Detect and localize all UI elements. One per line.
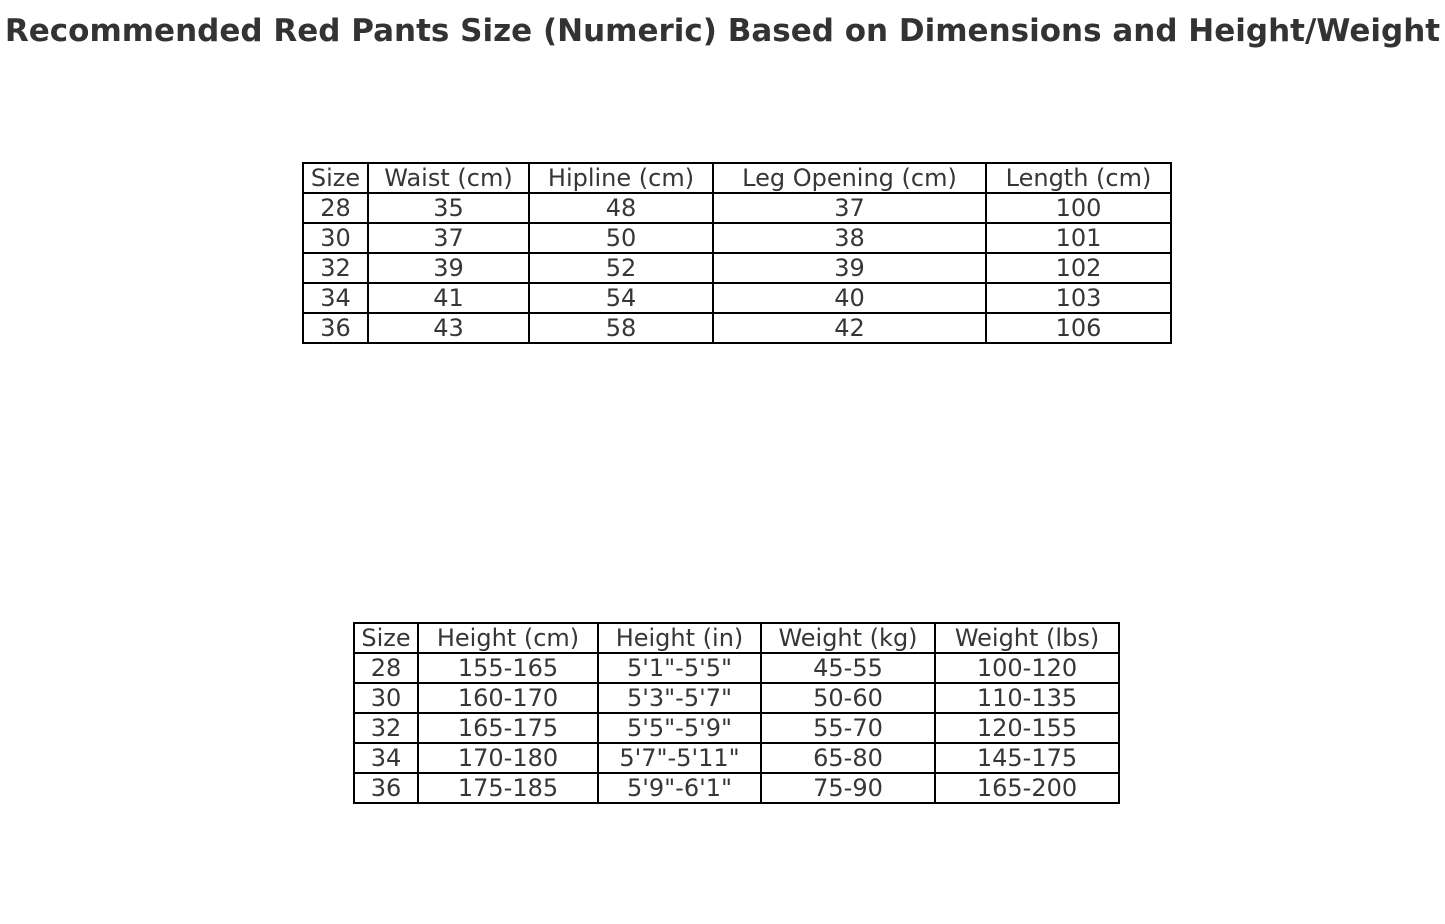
- table-row: [303, 253, 1171, 283]
- table-row: [303, 193, 1171, 223]
- table-cell: 5'3"-5'7": [598, 683, 761, 713]
- table-cell: 52: [529, 253, 713, 283]
- table-cell: 50: [529, 223, 713, 253]
- table-row: [354, 683, 1119, 713]
- page-title: Recommended Red Pants Size (Numeric) Based on Dimensions and Height/Weight: [4, 13, 1441, 49]
- table-cell: 5'5"-5'9": [598, 713, 761, 743]
- table-cell: 58: [529, 313, 713, 343]
- header-row: [303, 163, 1171, 193]
- table-cell: 65-80: [761, 743, 935, 773]
- table-row: [303, 313, 1171, 343]
- table-cell: 39: [368, 253, 529, 283]
- table-cell: 42: [713, 313, 986, 343]
- header-row: [354, 623, 1119, 653]
- table-cell: 103: [986, 283, 1171, 313]
- table-cell: 75-90: [761, 773, 935, 803]
- column-header: Weight (lbs): [935, 623, 1119, 653]
- table-cell: 30: [303, 223, 368, 253]
- dimensions-table: [302, 162, 1172, 344]
- column-header: Leg Opening (cm): [713, 163, 986, 193]
- table-cell: 36: [303, 313, 368, 343]
- table-cell: 45-55: [761, 653, 935, 683]
- table-cell: 120-155: [935, 713, 1119, 743]
- table-cell: 32: [354, 713, 418, 743]
- table-row: [354, 773, 1119, 803]
- table-row: [354, 653, 1119, 683]
- table-cell: 35: [368, 193, 529, 223]
- table-cell: 39: [713, 253, 986, 283]
- table-cell: 101: [986, 223, 1171, 253]
- table-cell: 50-60: [761, 683, 935, 713]
- table-cell: 170-180: [418, 743, 598, 773]
- table-cell: 41: [368, 283, 529, 313]
- table-cell: 30: [354, 683, 418, 713]
- column-header: Size: [354, 623, 418, 653]
- column-header: Weight (kg): [761, 623, 935, 653]
- table-cell: 32: [303, 253, 368, 283]
- table-row: [303, 283, 1171, 313]
- table-cell: 54: [529, 283, 713, 313]
- table-cell: 38: [713, 223, 986, 253]
- height-weight-table: [353, 622, 1120, 804]
- table-cell: 28: [354, 653, 418, 683]
- column-header: Length (cm): [986, 163, 1171, 193]
- table-cell: 48: [529, 193, 713, 223]
- table-row: [303, 223, 1171, 253]
- table-cell: 37: [368, 223, 529, 253]
- table-cell: 110-135: [935, 683, 1119, 713]
- table-cell: 5'7"-5'11": [598, 743, 761, 773]
- table-cell: 145-175: [935, 743, 1119, 773]
- table-cell: 55-70: [761, 713, 935, 743]
- table-cell: 100: [986, 193, 1171, 223]
- table-cell: 160-170: [418, 683, 598, 713]
- table-cell: 40: [713, 283, 986, 313]
- column-header: Hipline (cm): [529, 163, 713, 193]
- table-cell: 100-120: [935, 653, 1119, 683]
- table-cell: 175-185: [418, 773, 598, 803]
- column-header: Height (in): [598, 623, 761, 653]
- table-cell: 5'1"-5'5": [598, 653, 761, 683]
- column-header: Waist (cm): [368, 163, 529, 193]
- table-cell: 5'9"-6'1": [598, 773, 761, 803]
- table-cell: 28: [303, 193, 368, 223]
- table-cell: 155-165: [418, 653, 598, 683]
- table-cell: 34: [303, 283, 368, 313]
- table-cell: 43: [368, 313, 529, 343]
- column-header: Height (cm): [418, 623, 598, 653]
- table-row: [354, 713, 1119, 743]
- table-cell: 34: [354, 743, 418, 773]
- column-header: Size: [303, 163, 368, 193]
- table-cell: 106: [986, 313, 1171, 343]
- table-cell: 37: [713, 193, 986, 223]
- table-cell: 165-175: [418, 713, 598, 743]
- table-row: [354, 743, 1119, 773]
- table-cell: 165-200: [935, 773, 1119, 803]
- table-cell: 102: [986, 253, 1171, 283]
- table-cell: 36: [354, 773, 418, 803]
